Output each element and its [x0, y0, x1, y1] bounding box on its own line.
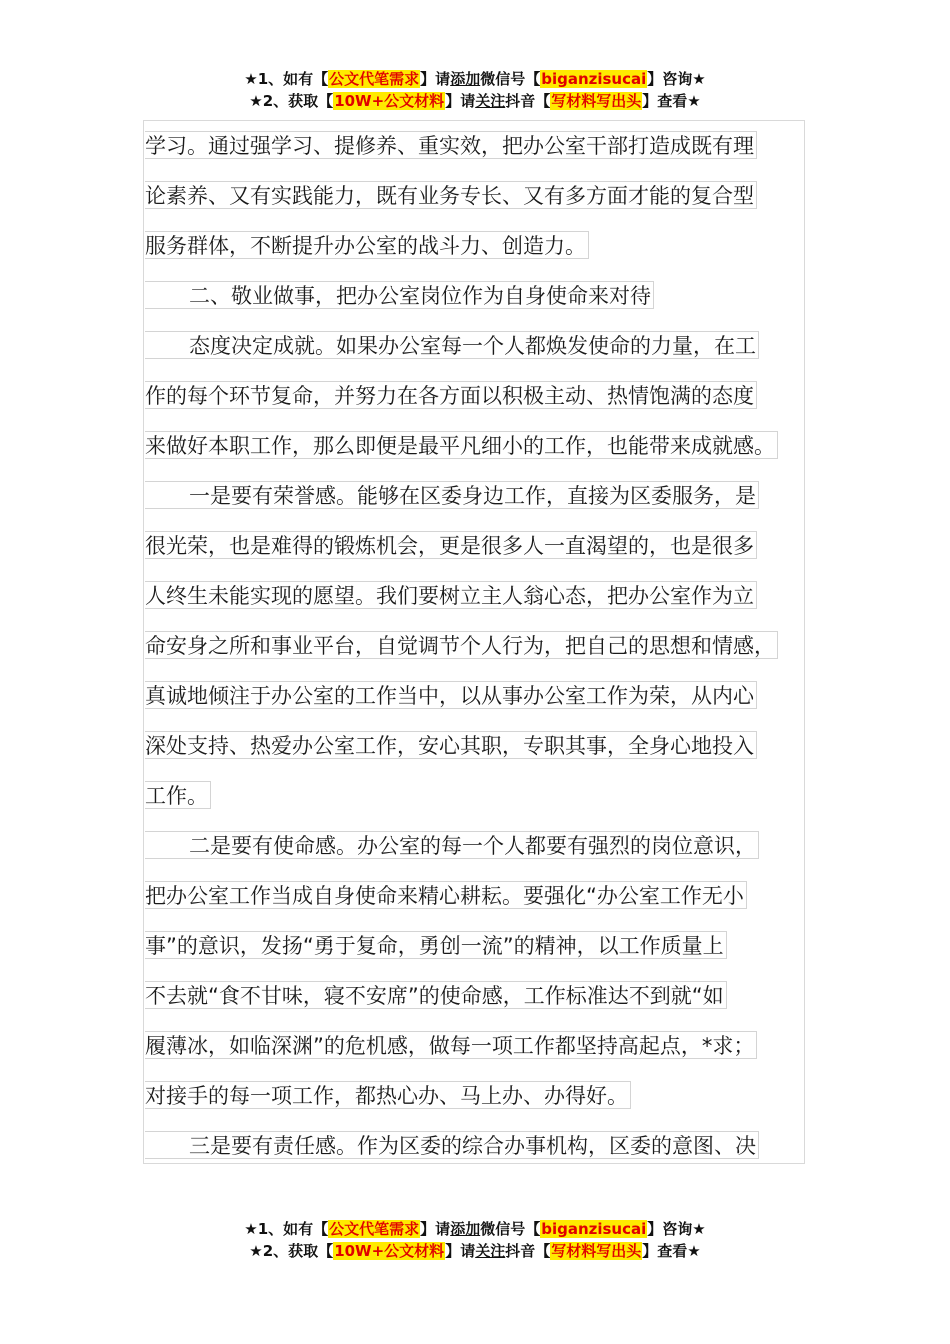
doc-line: 论素养、又有实践能力，既有业务专长、又有多方面才能的复合型: [145, 181, 757, 209]
banner-text: ★2、获取【: [249, 1242, 334, 1260]
banner-text: 】请: [445, 92, 476, 110]
doc-line: 深处支持、热爱办公室工作，安心其职，专职其事，全身心地投入: [145, 731, 757, 759]
banner-text: ★1、如有【: [244, 70, 329, 88]
doc-line: 人终生未能实现的愿望。我们要树立主人翁心态，把办公室作为立: [145, 581, 757, 609]
doc-line: 很光荣，也是难得的锻炼机会，更是很多人一直渴望的，也是很多: [145, 531, 757, 559]
banner-line-2: [0, 1240, 950, 1262]
banner-line-1: [0, 68, 950, 90]
banner-text: 】请: [420, 70, 451, 88]
doc-line: 来做好本职工作，那么即便是最平凡细小的工作，也能带来成就感。: [145, 431, 778, 459]
doc-line: 一是要有荣誉感。能够在区委身边工作，直接为区委服务，是: [145, 481, 759, 509]
banner-text: 微信号【: [480, 70, 541, 88]
banner-underline: 关注: [475, 92, 506, 110]
doc-line: 学习。通过强学习、提修养、重实效，把办公室干部打造成既有理: [145, 131, 757, 159]
banner-highlight: 写材料写出头: [551, 92, 642, 110]
doc-line: 工作。: [145, 781, 211, 809]
doc-line: 不去就“食不甘味，寝不安席”的使命感，工作标准达不到就“如: [145, 981, 727, 1009]
banner-text: 抖音【: [505, 92, 551, 110]
banner-text: 】查看★: [642, 92, 701, 110]
banner-text: 】咨询★: [647, 1220, 706, 1238]
doc-line: 事”的意识，发扬“勇于复命，勇创一流”的精神，以工作质量上: [145, 931, 727, 959]
doc-line: 对接手的每一项工作，都热心办、马上办、办得好。: [145, 1081, 631, 1109]
banner-line-2: [0, 90, 950, 112]
banner-highlight: 公文代笔需求: [329, 70, 420, 88]
banner-underline: 添加: [450, 70, 481, 88]
bottom-banner: [0, 1218, 950, 1262]
doc-line: 二是要有使命感。办公室的每一个人都要有强烈的岗位意识，: [145, 831, 759, 859]
banner-highlight: biganzisucai: [541, 1220, 647, 1238]
doc-line: 作的每个环节复命，并努力在各方面以积极主动、热情饱满的态度: [145, 381, 757, 409]
banner-underline: 添加: [450, 1220, 481, 1238]
doc-line: 服务群体，不断提升办公室的战斗力、创造力。: [145, 231, 589, 259]
banner-highlight: 10W+公文材料: [334, 92, 445, 110]
banner-text: 】咨询★: [647, 70, 706, 88]
banner-text: 抖音【: [505, 1242, 551, 1260]
banner-highlight: 公文代笔需求: [329, 1220, 420, 1238]
banner-text: 】查看★: [642, 1242, 701, 1260]
banner-text: 】请: [420, 1220, 451, 1238]
banner-text: 微信号【: [480, 1220, 541, 1238]
doc-line: 态度决定成就。如果办公室每一个人都焕发使命的力量，在工: [145, 331, 759, 359]
banner-highlight: biganzisucai: [541, 70, 647, 88]
top-banner: [0, 68, 950, 112]
doc-line: 真诚地倾注于办公室的工作当中，以从事办公室工作为荣，从内心: [145, 681, 757, 709]
banner-underline: 关注: [475, 1242, 506, 1260]
banner-highlight: 写材料写出头: [551, 1242, 642, 1260]
doc-line: 三是要有责任感。作为区委的综合办事机构，区委的意图、决: [145, 1131, 759, 1159]
banner-line-1: [0, 1218, 950, 1240]
banner-text: ★2、获取【: [249, 92, 334, 110]
doc-line: 把办公室工作当成自身使命来精心耕耘。要强化“办公室工作无小: [145, 881, 747, 909]
section-heading: 二、敬业做事，把办公室岗位作为自身使命来对待: [145, 281, 654, 309]
banner-text: 】请: [445, 1242, 476, 1260]
doc-line: 履薄冰，如临深渊”的危机感，做每一项工作都坚持高起点，*求；: [145, 1031, 757, 1059]
banner-text: ★1、如有【: [244, 1220, 329, 1238]
banner-highlight: 10W+公文材料: [334, 1242, 445, 1260]
doc-line: 命安身之所和事业平台，自觉调节个人行为，把自己的思想和情感，: [145, 631, 778, 659]
